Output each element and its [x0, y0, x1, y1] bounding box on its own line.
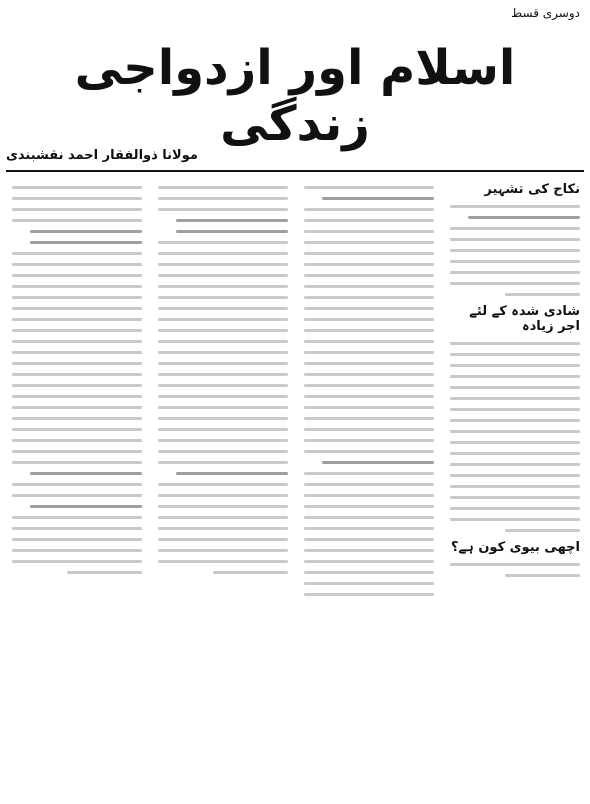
- section-heading: اچھی بیوی کون ہے؟: [451, 540, 580, 555]
- column-3: [158, 178, 288, 798]
- body-text-block: [450, 205, 580, 296]
- column-2: [304, 178, 434, 798]
- body-text-block: [450, 342, 580, 532]
- author-name: مولانا ذوالفقار احمد نقشبندی: [6, 148, 198, 163]
- installment-label: دوسری قسط: [511, 6, 580, 20]
- column-1: [450, 178, 580, 798]
- page-title: اسلام اور ازدواجی زندگی: [74, 40, 516, 152]
- body-text-block: [12, 186, 142, 574]
- title-rule: [6, 170, 584, 172]
- body-text-block: [304, 186, 434, 596]
- column-4: [12, 178, 142, 798]
- body-text-block: [450, 563, 580, 577]
- section-heading: شادی شدہ کے لئے اجر زیادہ: [469, 304, 580, 334]
- section-heading: نکاح کی تشہیر: [484, 182, 580, 197]
- body-text-block: [158, 186, 288, 574]
